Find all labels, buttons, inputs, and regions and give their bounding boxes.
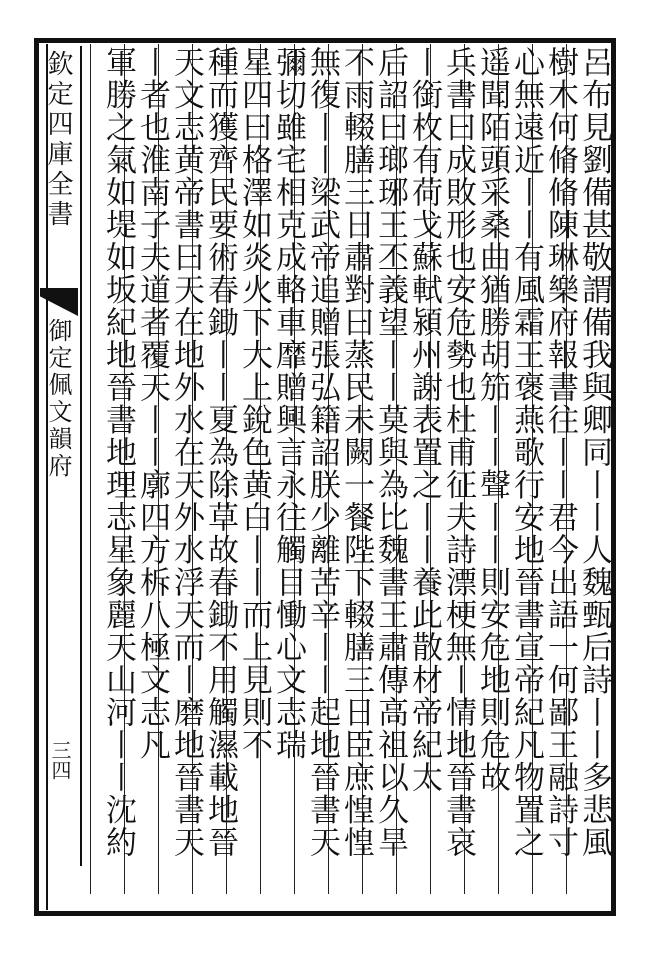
text-column: 兵書曰成敗形也安危勢也杜甫征夫詩漂梗無丨情地晉書哀 [440,46,476,859]
text-column: 種而獲齊民要術春鋤丨丨夏為除草故春鋤不用觸濕載地晉 [202,46,238,859]
page-number: 三四 [48,740,72,780]
text-column: 呂布見劉備甚敬謂備我與卿同丨丨人魏甄后詩丨丨多悲風 [576,46,612,859]
text-column: 星四曰格澤如炎火下大上銳色黄白丨丨而上見則不 [236,46,272,761]
text-column: 彌切雖宅相克成輅車靡贈興言永往觸目慟心文志瑞 [270,46,306,761]
book-title-margin: 欽定四庫全書 [43,50,73,230]
text-column: 樹木何脩脩陳琳樂府報書往丨丨君今出語一何鄙王融詩寸 [542,46,578,859]
text-column: 不雨輟膳三日肅對曰蒸民未闕一餐陛下輟膳三日臣庶惶惶 [338,46,374,859]
text-column: 丨者也淮南子夫道者覆天丨丨廓四方柝八極文志凡 [134,46,170,761]
text-column: 后詔曰瑯琊王丕義望丨丨莫與為比魏書王肅傳高祖以久旱 [372,46,408,859]
text-column: 丨銜枚有荷戈蘇軾潁州謝表置之丨丨養此散材帝紀太 [406,46,442,794]
text-column: 天文志黄帝書曰天在地外水在天外水浮天而丨磨地晉書天 [168,46,204,859]
text-column: 遥聞陌頭采桑曲猶勝胡笳丨丨聲丨丨則安危地則危故 [474,46,510,794]
text-column: 心無遠近丨丨有風霜王褒燕歌行安地晉書宣帝紀凡物置之 [508,46,544,859]
work-title-margin: 御定佩文韻府 [44,318,72,480]
text-column: 無復丨丨梁武帝追贈張弘籍詔朕少離苦辛丨丨起地晉書天 [304,46,340,859]
text-column: 軍勝之氣如堤如坂紀地晉書地理志星象麗天山河丨丨沈約 [100,46,136,859]
